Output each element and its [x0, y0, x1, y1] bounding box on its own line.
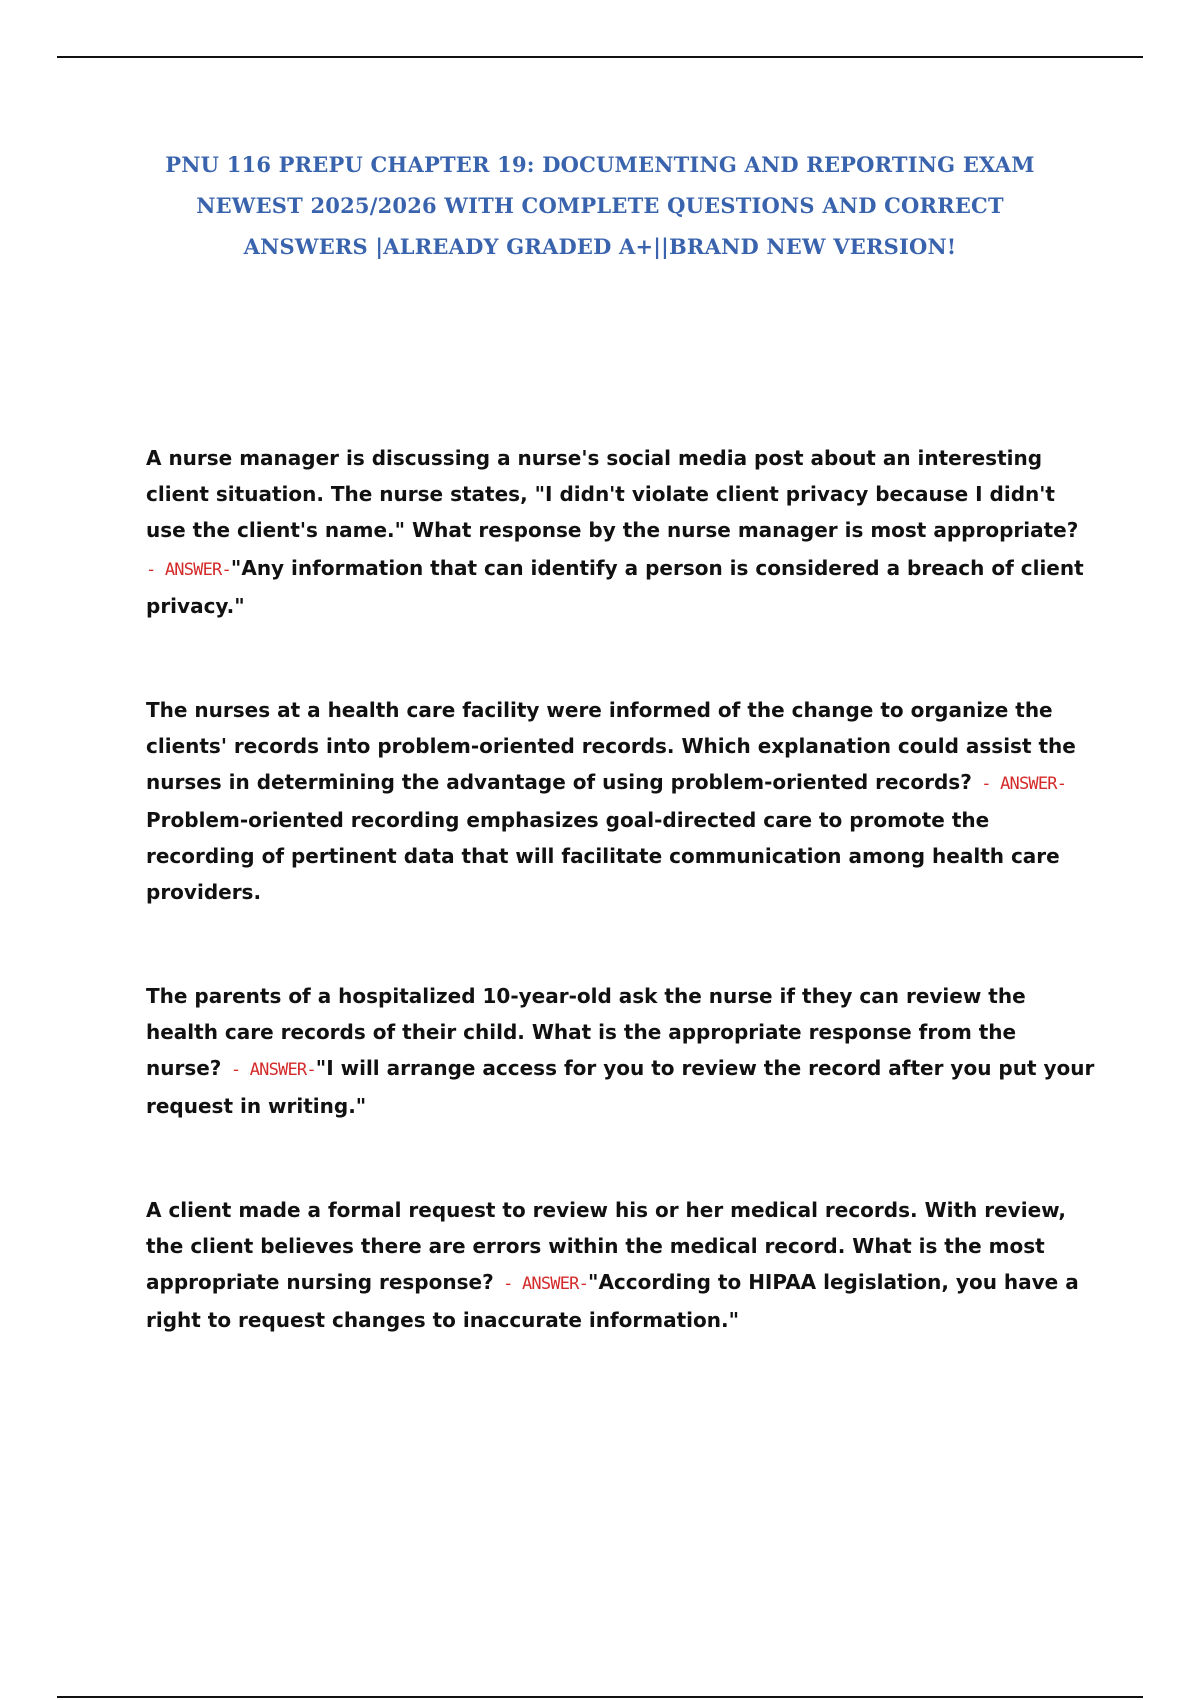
top-rule [57, 56, 1143, 58]
question-text: A nurse manager is discussing a nurse's social media post about an interesting client situation. The nurse states, "I didn't violate client privacy because I didn't use the client's name." What response by the nurse manager is most appropriate? [146, 446, 1079, 542]
qa-item-2 [146, 692, 1096, 910]
answer-text: Problem-oriented recording emphasizes goal-directed care to promote the recording of pertinent data that will facilitate communication among health care providers. [146, 808, 1060, 904]
answer-marker: - ANSWER- [146, 560, 231, 580]
question-text: The parents of a hospitalized 10-year-old ask the nurse if they can review the health care records of their child. What is the appropriate response from the nurse? [146, 984, 1026, 1080]
answer-text: "I will arrange access for you to review the record after you put your request in writing." [146, 1056, 1095, 1118]
answer-text: "According to HIPAA legislation, you have a right to request changes to inaccurate information." [146, 1270, 1079, 1332]
answer-marker: - ANSWER- [493, 1274, 589, 1294]
question-text: A client made a formal request to review his or her medical records. With review, the client believes there are errors within the medical record. What is the most appropriate nursing response? [146, 1198, 1066, 1294]
bottom-rule [57, 1696, 1143, 1698]
question-text: The nurses at a health care facility were informed of the change to organize the clients' records into problem-oriented records. Which explanation could assist the nurses in determining the advantage of using problem-oriented records? [146, 698, 1076, 794]
answer-marker: - ANSWER- [971, 774, 1067, 794]
answer-text: "Any information that can identify a person is considered a breach of client privacy." [146, 556, 1084, 618]
qa-item-1 [146, 440, 1096, 624]
qa-list [146, 440, 1096, 1338]
qa-item-3 [146, 978, 1096, 1124]
answer-marker: - ANSWER- [221, 1060, 316, 1080]
document-title: PNU 116 PREPU CHAPTER 19: DOCUMENTING AND REPORTING EXAM NEWEST 2025/2026 WITH COMPLETE QUESTIONS AND CORRECT ANSWERS |ALREADY GRADED A+||BRAND NEW VERSION! [165, 152, 1035, 259]
qa-item-4 [146, 1192, 1096, 1338]
